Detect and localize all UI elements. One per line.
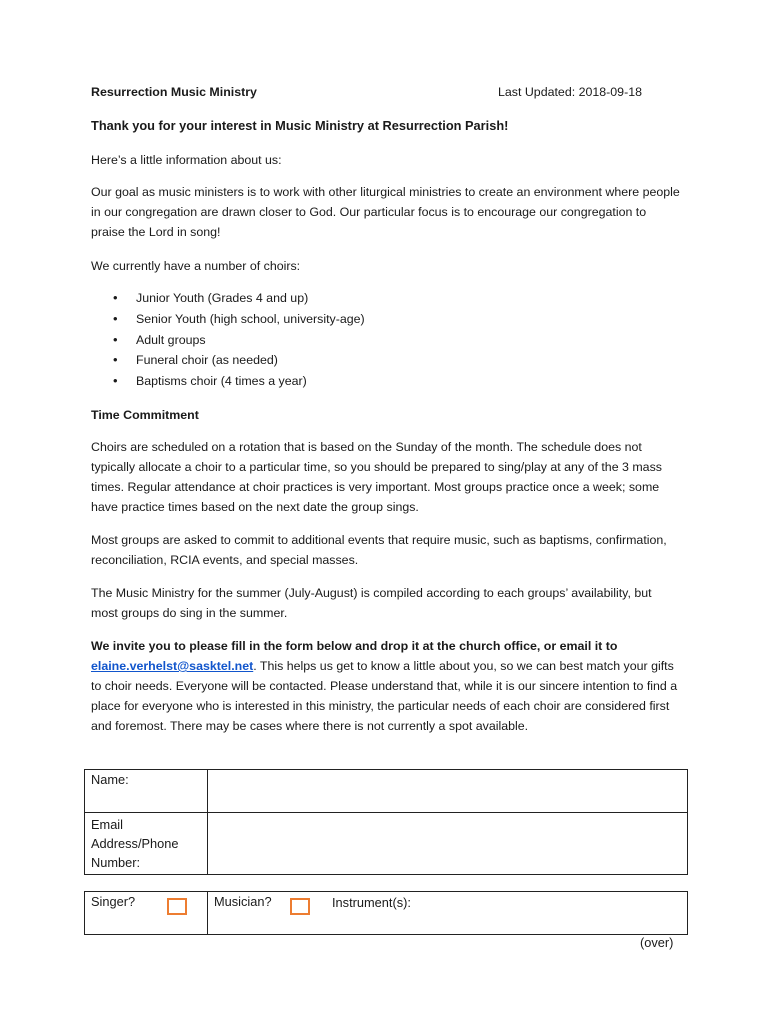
email-phone-field[interactable] — [208, 813, 688, 875]
musician-checkbox[interactable] — [290, 898, 310, 915]
document-page — [91, 82, 687, 733]
intro-text: Here’s a little information about us: — [91, 153, 282, 167]
email-phone-label: Email Address/Phone Number: — [85, 813, 208, 875]
singer-cell — [85, 892, 208, 935]
musician-label: Musician? — [214, 894, 272, 909]
invite-bold-text: We invite you to please fill in the form below and drop it at the church office, or email it to — [91, 639, 618, 653]
invite-rest-text: . This helps us get to know a little about you, so we can best match your gifts to choir needs. Everyone will be contacted. Please understand that, while it is our sincere intention to find a place for everyone who is interested in this ministry, the particular needs of each choir are considered first and foremost. There may be cases where there is not currently a spot available. — [91, 659, 678, 733]
contact-form-table — [84, 769, 688, 875]
over-note: (over) — [640, 935, 674, 950]
list-item: • Senior Youth (high school, university-age) — [91, 309, 365, 330]
list-item: • Funeral choir (as needed) — [91, 350, 365, 371]
last-updated: Last Updated: 2018-09-18 — [498, 85, 642, 99]
role-form-table — [84, 891, 688, 935]
time-commitment-heading: Time Commitment — [91, 408, 199, 422]
name-label: Name: — [85, 770, 208, 813]
goal-paragraph: Our goal as music ministers is to work with other liturgical ministries to create an environment where people in our congregation are drawn closer to God. Our particular focus is to encourage our congregation to praise the Lord in song! — [91, 185, 680, 239]
list-item: • Adult groups — [91, 330, 365, 351]
singer-label: Singer? — [91, 894, 136, 909]
thanks-heading: Thank you for your interest in Music Ministry at Resurrection Parish! — [91, 118, 509, 133]
name-field[interactable] — [208, 770, 688, 813]
table-row — [85, 892, 688, 935]
list-item: • Baptisms choir (4 times a year) — [91, 371, 365, 392]
table-row — [85, 770, 688, 813]
document-title: Resurrection Music Ministry — [91, 85, 257, 99]
instrument-label: Instrument(s): — [332, 895, 411, 910]
summer-paragraph: The Music Ministry for the summer (July-August) is compiled according to each groups’ availability, but most groups do sing in the summer. — [91, 586, 652, 620]
invite-paragraph — [91, 636, 681, 736]
table-row — [85, 813, 688, 875]
singer-checkbox[interactable] — [167, 898, 187, 915]
choirs-intro: We currently have a number of choirs: — [91, 259, 301, 273]
events-paragraph: Most groups are asked to commit to additional events that require music, such as baptisms, confirmation, reconciliation, RCIA events, and special masses. — [91, 533, 667, 567]
musician-instrument-cell — [208, 892, 688, 935]
header — [91, 82, 687, 102]
choir-list — [91, 288, 365, 392]
list-item: • Junior Youth (Grades 4 and up) — [91, 288, 365, 309]
email-link[interactable]: elaine.verhelst@sasktel.net — [91, 659, 254, 673]
time-commitment-paragraph: Choirs are scheduled on a rotation that is based on the Sunday of the month. The schedule does not typically allocate a choir to a particular time, so you should be prepared to sing/play at any of the 3 mass times. Regular attendance at choir practices is very important. Most groups practice once a week; some have practice times based on the next date the group sings. — [91, 440, 662, 514]
